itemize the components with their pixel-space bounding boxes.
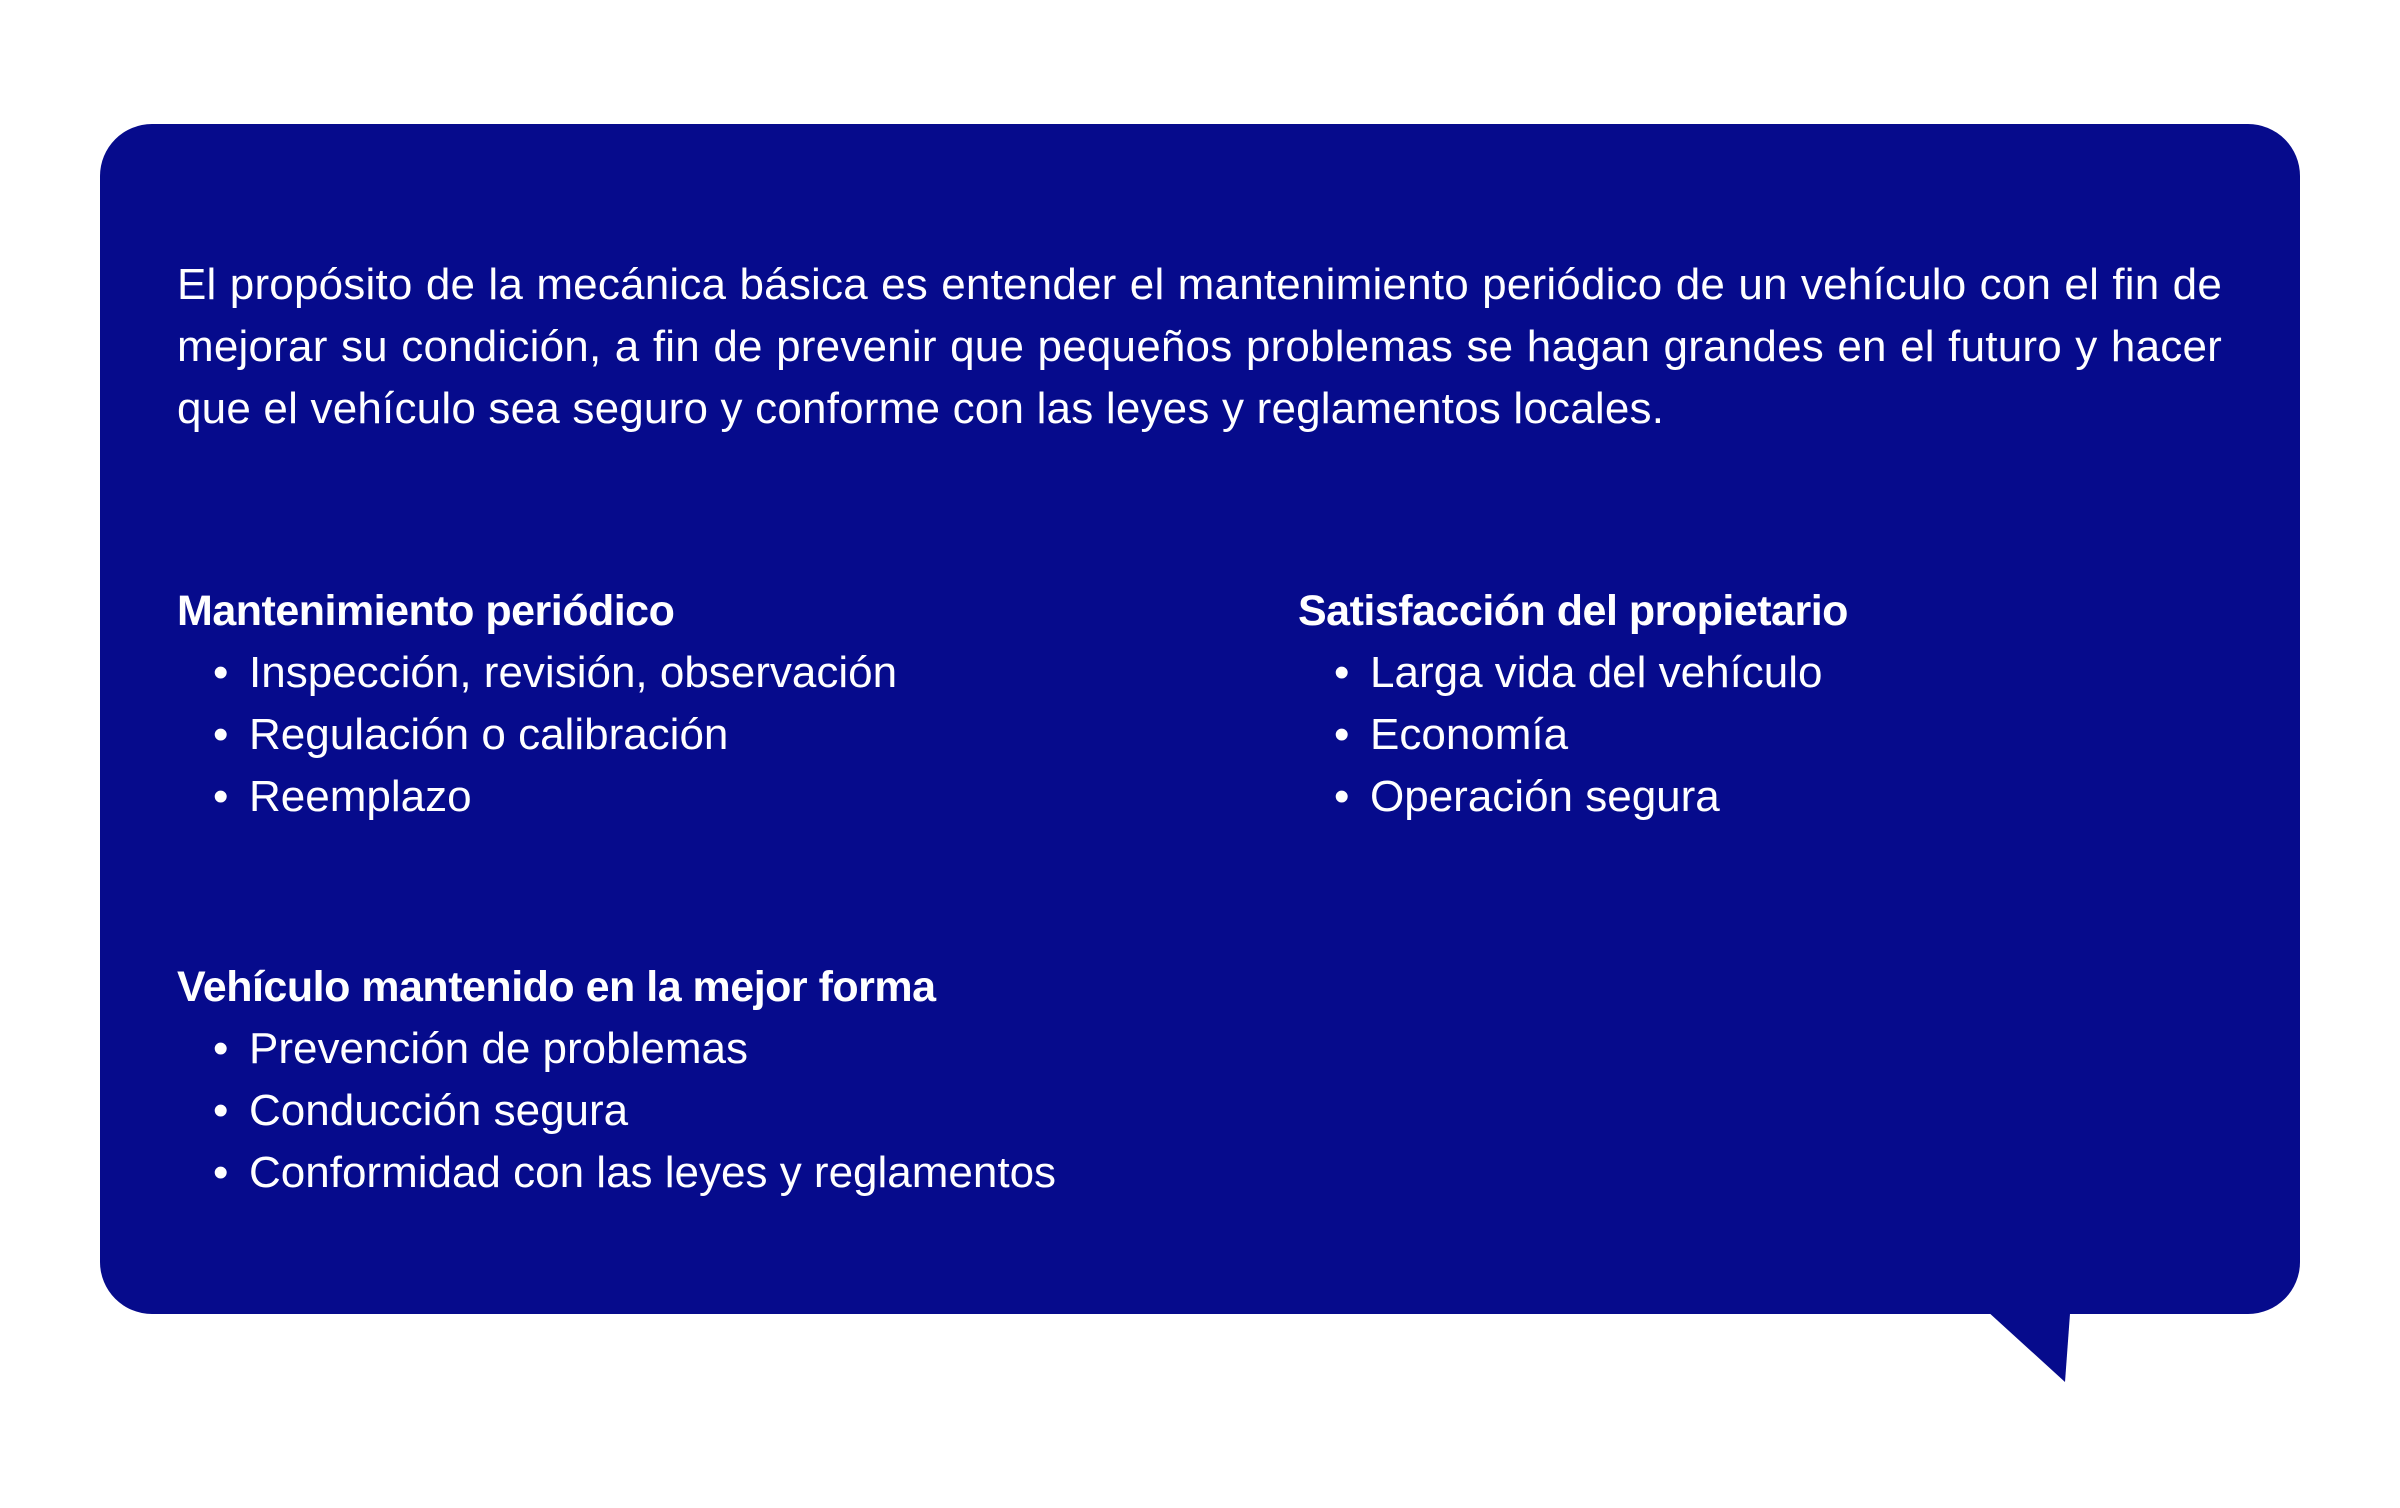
list-item — [213, 1018, 1177, 1080]
list-item — [1334, 704, 2298, 766]
list-item-text: Operación segura — [1370, 772, 1720, 821]
bullet-icon: • — [1334, 710, 1350, 759]
section-title: Mantenimiento periódico — [177, 587, 675, 635]
bullet-icon: • — [213, 772, 229, 821]
list-item-text: Conducción segura — [249, 1086, 629, 1135]
section-title: Vehículo mantenido en la mejor forma — [177, 963, 936, 1011]
bullet-list — [1298, 642, 2298, 828]
list-item — [1334, 766, 2298, 828]
list-item — [213, 766, 1177, 828]
list-item — [213, 642, 1177, 704]
section-periodic-maintenance — [177, 580, 1177, 828]
bullet-list — [177, 1018, 1177, 1204]
bullet-icon: • — [213, 1024, 229, 1073]
section-best-maintained-vehicle — [177, 956, 1177, 1204]
list-item-text: Reemplazo — [249, 772, 472, 821]
list-item-text: Regulación o calibración — [249, 710, 729, 759]
bullet-icon: • — [213, 1148, 229, 1197]
list-item — [1334, 642, 2298, 704]
list-item-text: Prevención de problemas — [249, 1024, 748, 1073]
speech-bubble — [100, 124, 2300, 1314]
list-item — [213, 1142, 1177, 1204]
section-owner-satisfaction — [1298, 580, 2298, 828]
list-item — [213, 704, 1177, 766]
bullet-icon: • — [213, 1086, 229, 1135]
list-item-text: Conformidad con las leyes y reglamentos — [249, 1148, 1057, 1197]
intro-paragraph: El propósito de la mecánica básica es entender el mantenimiento periódico de un vehículo con el fin de mejorar su condición, a fin de prevenir que pequeños problemas se hagan grandes en el futuro y hacer que el vehículo sea seguro y conforme con las leyes y reglamentos locales. — [177, 260, 2222, 433]
list-item — [213, 1080, 1177, 1142]
section-title: Satisfacción del propietario — [1298, 587, 1848, 635]
list-item-text: Inspección, revisión, observación — [249, 648, 898, 697]
bullet-icon: • — [213, 648, 229, 697]
bullet-icon: • — [213, 710, 229, 759]
list-item-text: Larga vida del vehículo — [1370, 648, 1823, 697]
bullet-list — [177, 642, 1177, 828]
bullet-icon: • — [1334, 772, 1350, 821]
list-item-text: Economía — [1370, 710, 1569, 759]
bullet-icon: • — [1334, 648, 1350, 697]
